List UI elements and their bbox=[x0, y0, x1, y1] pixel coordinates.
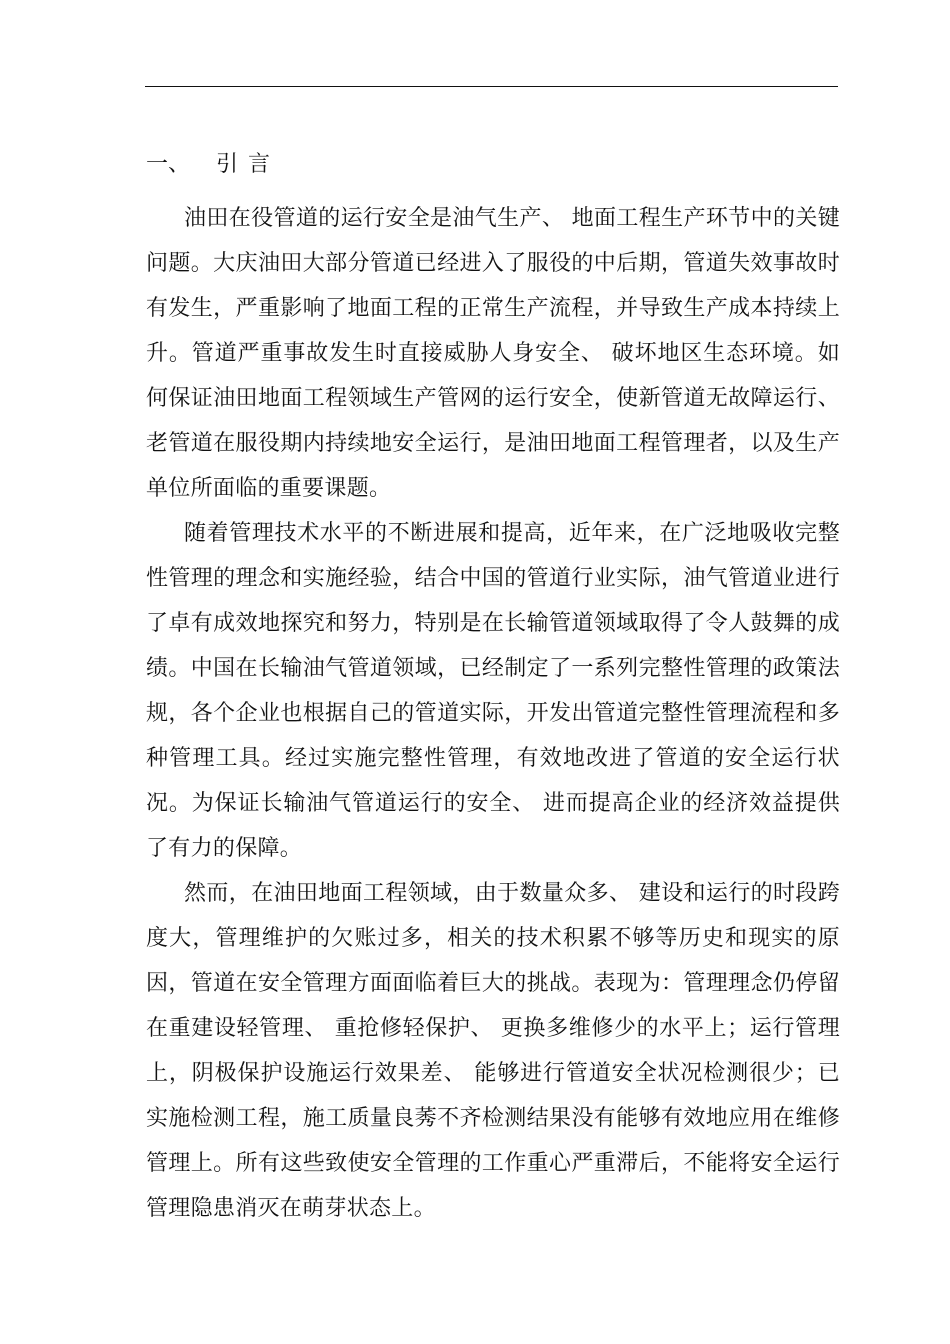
section-number: 一、 bbox=[146, 152, 191, 177]
header-rule bbox=[145, 86, 838, 87]
section-title: 引言 bbox=[216, 152, 281, 177]
paragraph-2: 随着管理技术水平的不断进展和提高，近年来，在广泛地吸收完整性管理的理念和实施经验，结合中国的管道行业实际，油气管道业进行了卓有成效地探究和努力，特别是在长输管道领域取得了令人鼓舞的成绩。中国在长输油气管道领域，已经制定了一系列完整性管理的政策法规，各个企业也根据自己的管道实际，开发出管道完整性管理流程和多种管理工具。经过实施完整性管理，有效地改进了管道的安全运行状况。为保证长输油气管道运行的安全、 进而提高企业的经济效益提供了有力的保障。 bbox=[146, 521, 840, 861]
paragraph-1: 油田在役管道的运行安全是油气生产、 地面工程生产环节中的关键问题。大庆油田大部分管道已经进入了服役的中后期，管道失效事故时有发生，严重影响了地面工程的正常生产流程，并导致生产成本持续上升。管道严重事故发生时直接威胁人身安全、 破坏地区生态环境。如何保证油田地面工程领域生产管网的运行安全，使新管道无故障运行、 老管道在服役期内持续地安全运行，是油田地面工程管理者，以及生产单位所面临的重要课题。 bbox=[146, 206, 840, 501]
paragraph-3: 然而，在油田地面工程领域，由于数量众多、 建设和运行的时段跨度大，管理维护的欠账过多，相关的技术积累不够等历史和现实的原因，管道在安全管理方面面临着巨大的挑战。表现为：管理理念仍停留在重建设轻管理、 重抢修轻保护、 更换多维修少的水平上；运行管理上，阴极保护设施运行效果差、 能够进行管道安全状况检测很少；已实施检测工程，施工质量良莠不齐检测结果没有能够有效地应用在维修管理上。所有这些致使安全管理的工作重心严重滞后，不能将安全运行管理隐患消灭在萌芽状态上。 bbox=[146, 881, 840, 1221]
body-text bbox=[146, 196, 840, 1231]
section-heading bbox=[146, 150, 280, 180]
